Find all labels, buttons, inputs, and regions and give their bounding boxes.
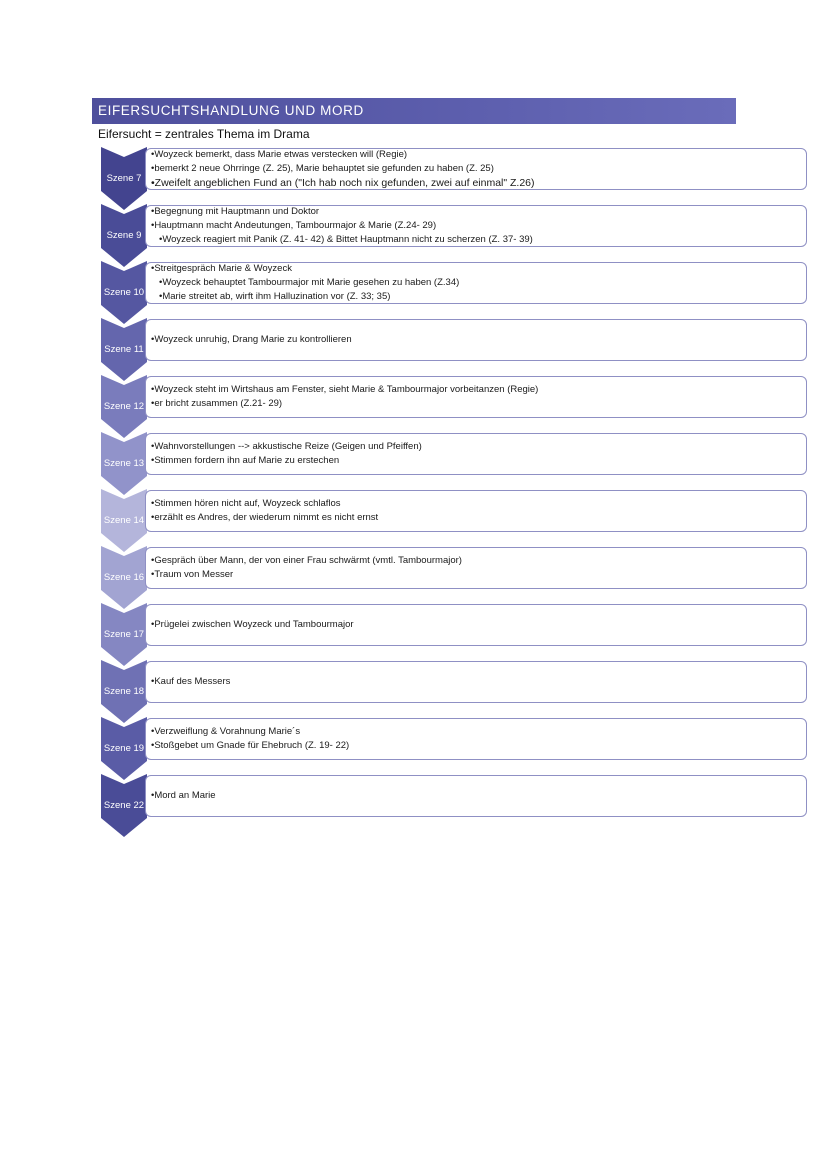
scene-bullet: •Stimmen hören nicht auf, Woyzeck schlaflos bbox=[151, 498, 341, 509]
scene-bullet: •Woyzeck steht im Wirtshaus am Fenster, sieht Marie & Tambourmajor vorbeitanzen (Regie) bbox=[151, 384, 539, 395]
scene-chevron bbox=[101, 318, 147, 382]
scene-label: Szene 16 bbox=[103, 572, 145, 583]
scene-bullet: •Mord an Marie bbox=[151, 790, 216, 801]
scene-label: Szene 9 bbox=[106, 230, 142, 241]
scene-bullet: •Wahnvorstellungen --> akkustische Reize (Geigen und Pfeiffen) bbox=[151, 441, 422, 452]
scene-chevron bbox=[101, 261, 147, 325]
scene-details-box bbox=[145, 718, 807, 760]
scene-bullet: •Marie streitet ab, wirft ihm Halluzination vor (Z. 33; 35) bbox=[159, 291, 391, 302]
scene-label: Szene 17 bbox=[103, 629, 145, 640]
scene-bullet: •erzählt es Andres, der wiederum nimmt es nicht ernst bbox=[151, 512, 379, 523]
section-title: EIFERSUCHTSHANDLUNG UND MORD bbox=[92, 98, 736, 124]
scene-label: Szene 12 bbox=[103, 401, 145, 412]
scene-details-box bbox=[145, 205, 807, 247]
scene-label: Szene 14 bbox=[103, 515, 145, 526]
scene-bullet: •Prügelei zwischen Woyzeck und Tambourmajor bbox=[151, 619, 354, 630]
scene-bullet: •Stimmen fordern ihn auf Marie zu erstechen bbox=[151, 455, 340, 466]
scene-bullet: •Streitgespräch Marie & Woyzeck bbox=[151, 263, 292, 274]
scene-details-box bbox=[145, 775, 807, 817]
scene-details-box bbox=[145, 661, 807, 703]
scene-bullet: •Verzweiflung & Vorahnung Marie´s bbox=[151, 726, 301, 737]
scene-chevron bbox=[101, 774, 147, 838]
scene-chevron bbox=[101, 660, 147, 724]
scene-bullet: •Gespräch über Mann, der von einer Frau schwärmt (vmtl. Tambourmajor) bbox=[151, 555, 462, 566]
scene-bullet: •Begegnung mit Hauptmann und Doktor bbox=[151, 206, 320, 217]
scene-bullet: •Woyzeck bemerkt, dass Marie etwas verstecken will (Regie) bbox=[151, 149, 408, 160]
scene-label: Szene 22 bbox=[103, 800, 145, 811]
scene-label: Szene 10 bbox=[103, 287, 145, 298]
scene-label: Szene 7 bbox=[106, 173, 142, 184]
scene-label: Szene 13 bbox=[103, 458, 145, 469]
scene-bullet: •Traum von Messer bbox=[151, 569, 234, 580]
scene-chevron bbox=[101, 546, 147, 610]
scene-bullet: •Woyzeck reagiert mit Panik (Z. 41- 42) & Bittet Hauptmann nicht zu scherzen (Z. 37- 39) bbox=[159, 234, 533, 245]
scene-details-box bbox=[145, 604, 807, 646]
scene-bullet: •bemerkt 2 neue Ohrringe (Z. 25), Marie behauptet sie gefunden zu haben (Z. 25) bbox=[151, 163, 494, 174]
scene-label: Szene 18 bbox=[103, 686, 145, 697]
scene-details-box bbox=[145, 319, 807, 361]
scene-chevron bbox=[101, 603, 147, 667]
scene-label: Szene 19 bbox=[103, 743, 145, 754]
scene-details-box bbox=[145, 433, 807, 475]
scene-bullet: •Hauptmann macht Andeutungen, Tambourmajor & Marie (Z.24- 29) bbox=[151, 220, 437, 231]
scene-chevron bbox=[101, 204, 147, 268]
scene-chevron bbox=[101, 489, 147, 553]
scene-chevron bbox=[101, 147, 147, 211]
scene-bullet: •Zweifelt angeblichen Fund an ("Ich hab noch nix gefunden, zwei auf einmal" Z.26) bbox=[151, 177, 535, 189]
scene-details-box bbox=[145, 262, 807, 304]
scene-bullet: •Stoßgebet um Gnade für Ehebruch (Z. 19- 22) bbox=[151, 740, 350, 751]
section-subtitle: Eifersucht = zentrales Thema im Drama bbox=[98, 127, 310, 141]
scene-chevron bbox=[101, 375, 147, 439]
scene-bullet: •Kauf des Messers bbox=[151, 676, 231, 687]
scene-bullet: •Woyzeck behauptet Tambourmajor mit Marie gesehen zu haben (Z.34) bbox=[159, 277, 460, 288]
scene-bullet: •Woyzeck unruhig, Drang Marie zu kontrollieren bbox=[151, 334, 352, 345]
scene-chevron bbox=[101, 432, 147, 496]
scene-details-box bbox=[145, 547, 807, 589]
scene-details-box bbox=[145, 490, 807, 532]
scene-details-box bbox=[145, 376, 807, 418]
scene-details-box bbox=[145, 148, 807, 190]
scene-chevron bbox=[101, 717, 147, 781]
scene-bullet: •er bricht zusammen (Z.21- 29) bbox=[151, 398, 283, 409]
scene-label: Szene 11 bbox=[104, 344, 144, 355]
